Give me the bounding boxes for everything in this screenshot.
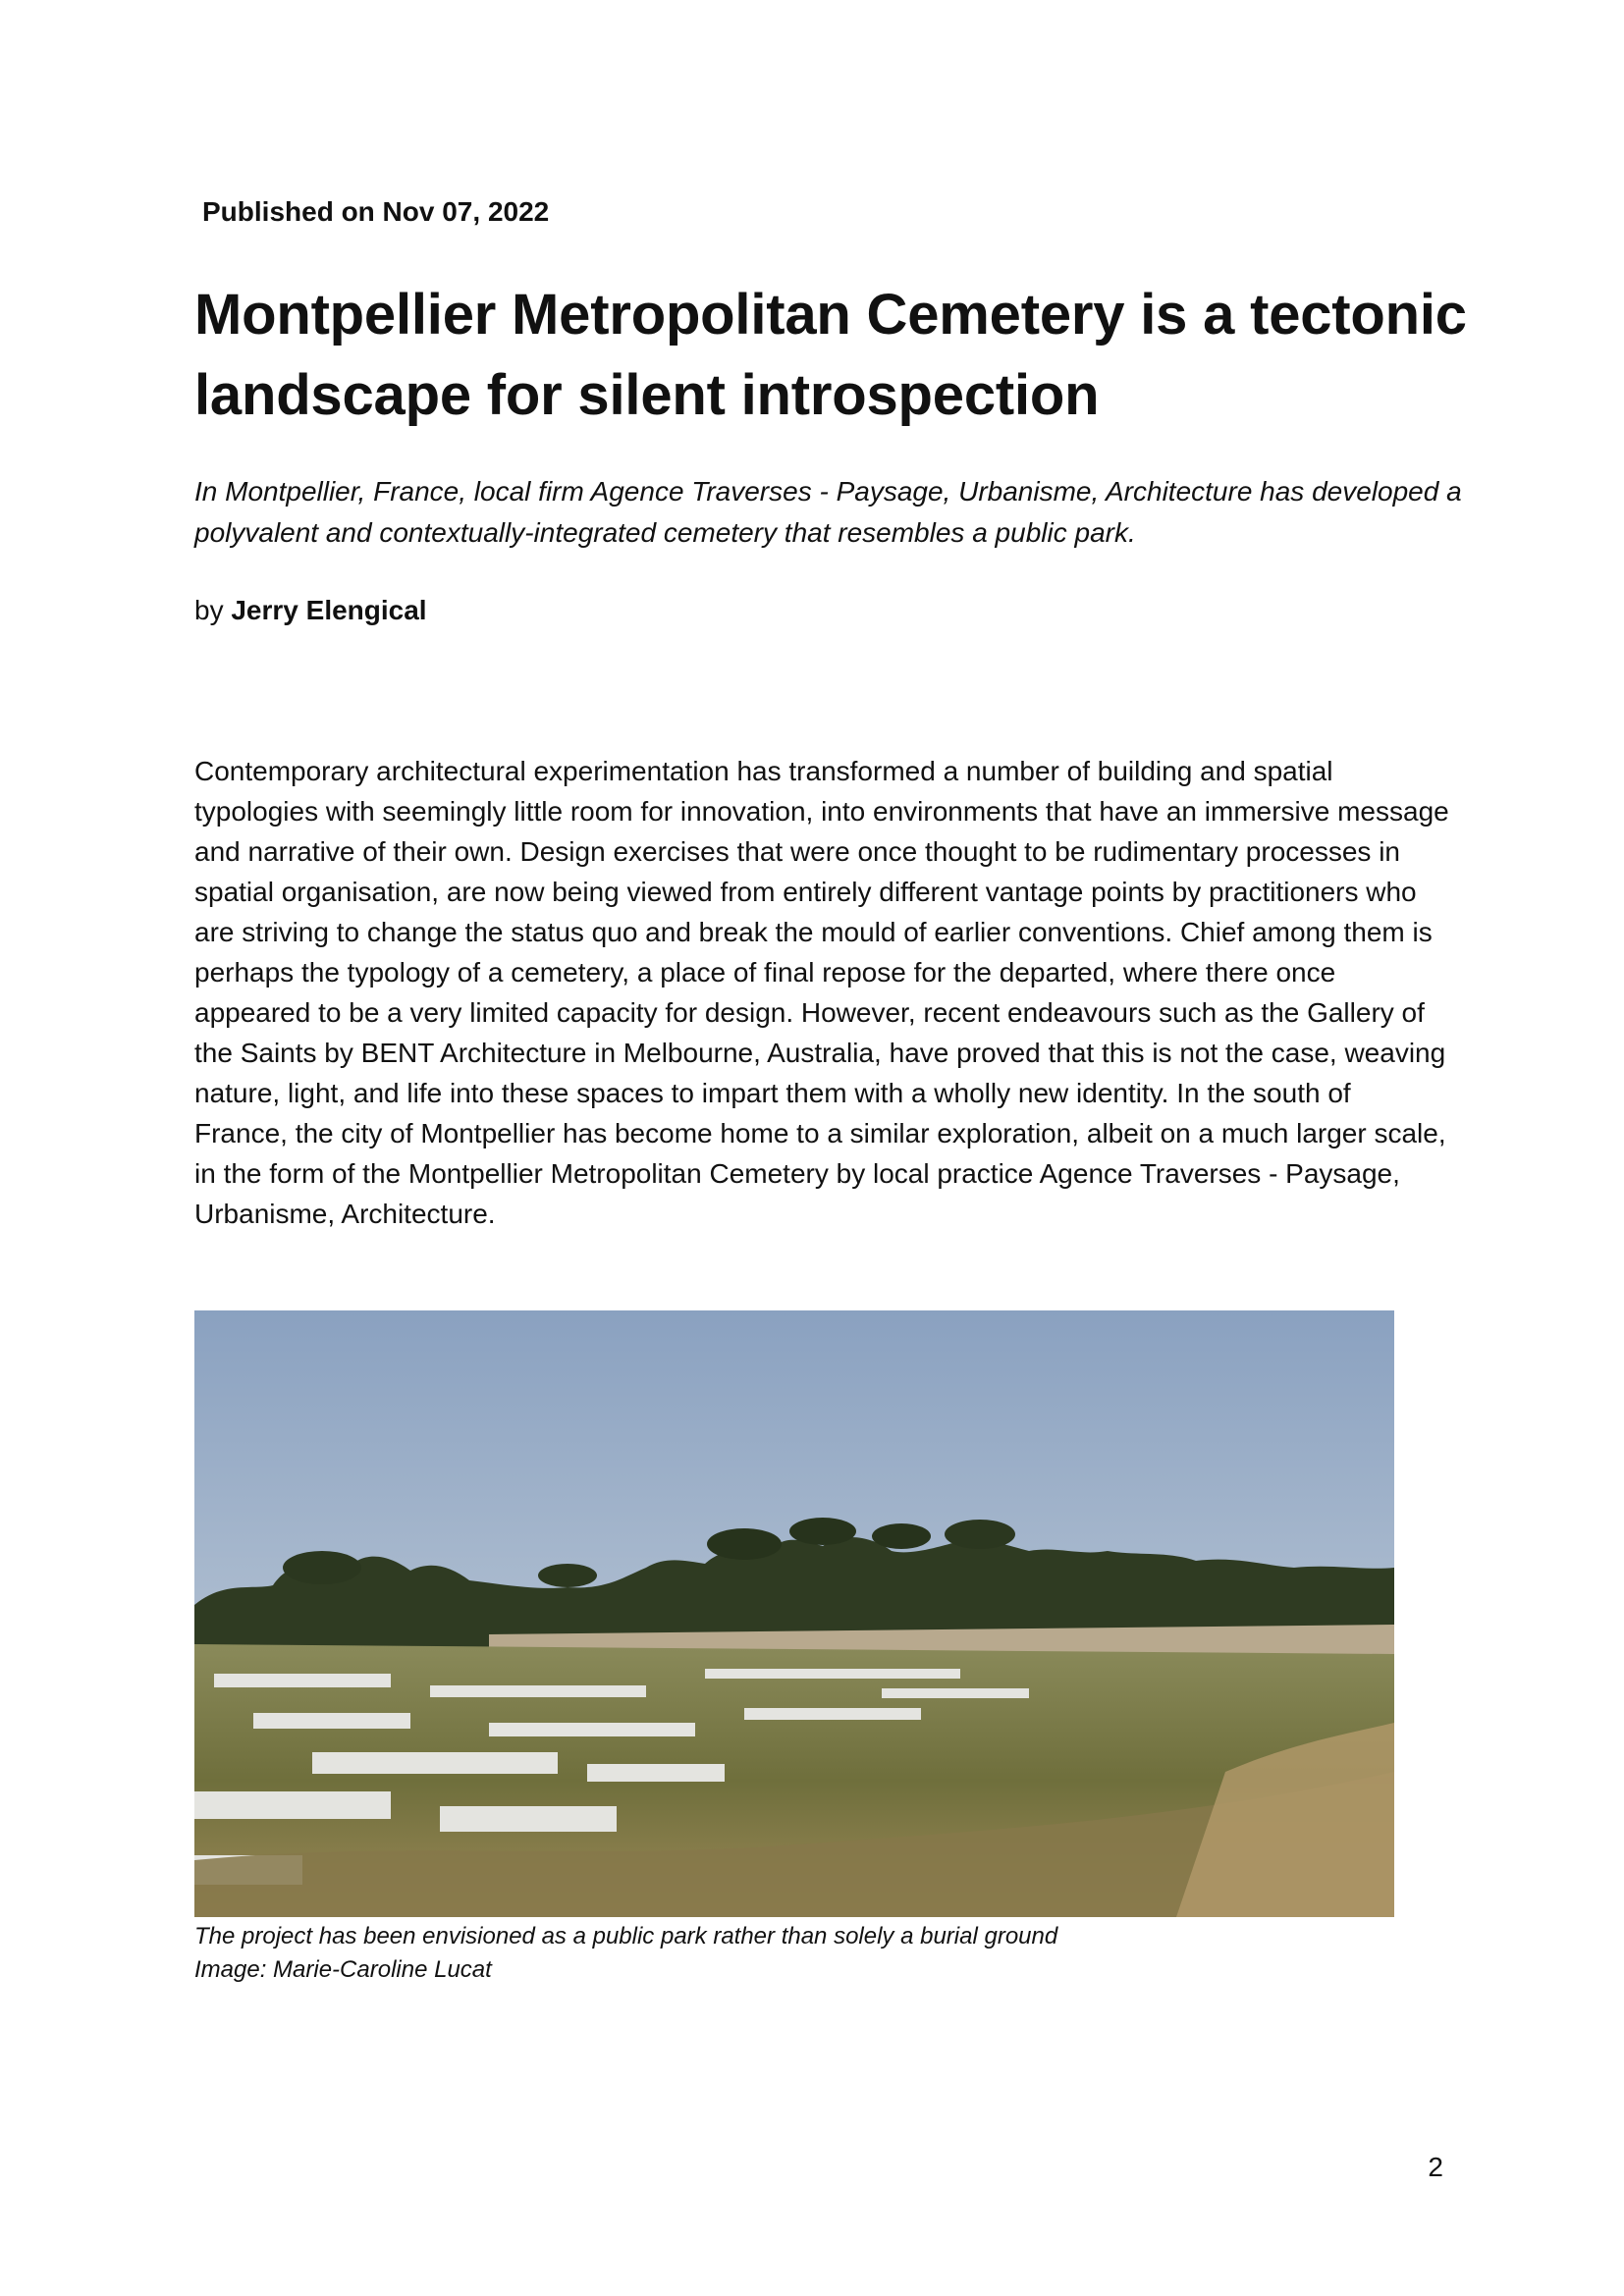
pine-canopy (538, 1564, 597, 1587)
author-name: Jerry Elengical (231, 595, 427, 625)
article-subtitle: In Montpellier, France, local firm Agence Traverses - Paysage, Urbanisme, Architecture has developed a polyvalent and contextually-integrated cemetery that resembles a public park. (194, 476, 1462, 548)
article-body: Contemporary architectural experimentation has transformed a number of building and spatial typologies with seemingly little room for innovation, into environments that have an immersive message and narrative of their own. Design exercises that were once thought to be rudimentary processes in spatial organisation, are now being viewed from entirely different vantage points by practitioners who are striving to change the status quo and break the mould of earlier conventions. Chief among them is perhaps the typology of a cemetery, a place of final repose for the departed, where there once appeared to be a very limited capacity for design. However, recent endeavours such as the Gallery of the Saints by BENT Architecture in Melbourne, Australia, have proved that this is not the case, weaving nature, light, and life into these spaces to impart them with a wholly new identity. In the south of France, the city of Montpellier has become home to a similar exploration, albeit on a much larger scale, in the form of the Montpellier Metropolitan Cemetery by local practice Agence Traverses - Paysage, Urbanisme, Architecture. (194, 756, 1449, 1229)
cemetery-landscape-illustration (194, 1310, 1394, 1917)
caption-text: The project has been envisioned as a public park rather than solely a burial ground (194, 1923, 1058, 1949)
page-number: 2 (1428, 2152, 1443, 2182)
pine-canopy (789, 1518, 856, 1545)
article-title: Montpellier Metropolitan Cemetery is a tectonic landscape for silent introspection (194, 283, 1467, 427)
pine-canopy (945, 1520, 1015, 1549)
figure-caption (194, 1920, 1422, 1987)
cemetery-landscape-photo (194, 1310, 1394, 1917)
image-credit: Image: Marie-Caroline Lucat (194, 1956, 492, 1983)
byline-prefix: by (194, 595, 224, 625)
byline (194, 591, 427, 630)
pine-canopy (872, 1523, 931, 1549)
publish-date: Published on Nov 07, 2022 (202, 196, 550, 227)
pine-canopy (707, 1528, 782, 1560)
pine-canopy (283, 1551, 361, 1584)
